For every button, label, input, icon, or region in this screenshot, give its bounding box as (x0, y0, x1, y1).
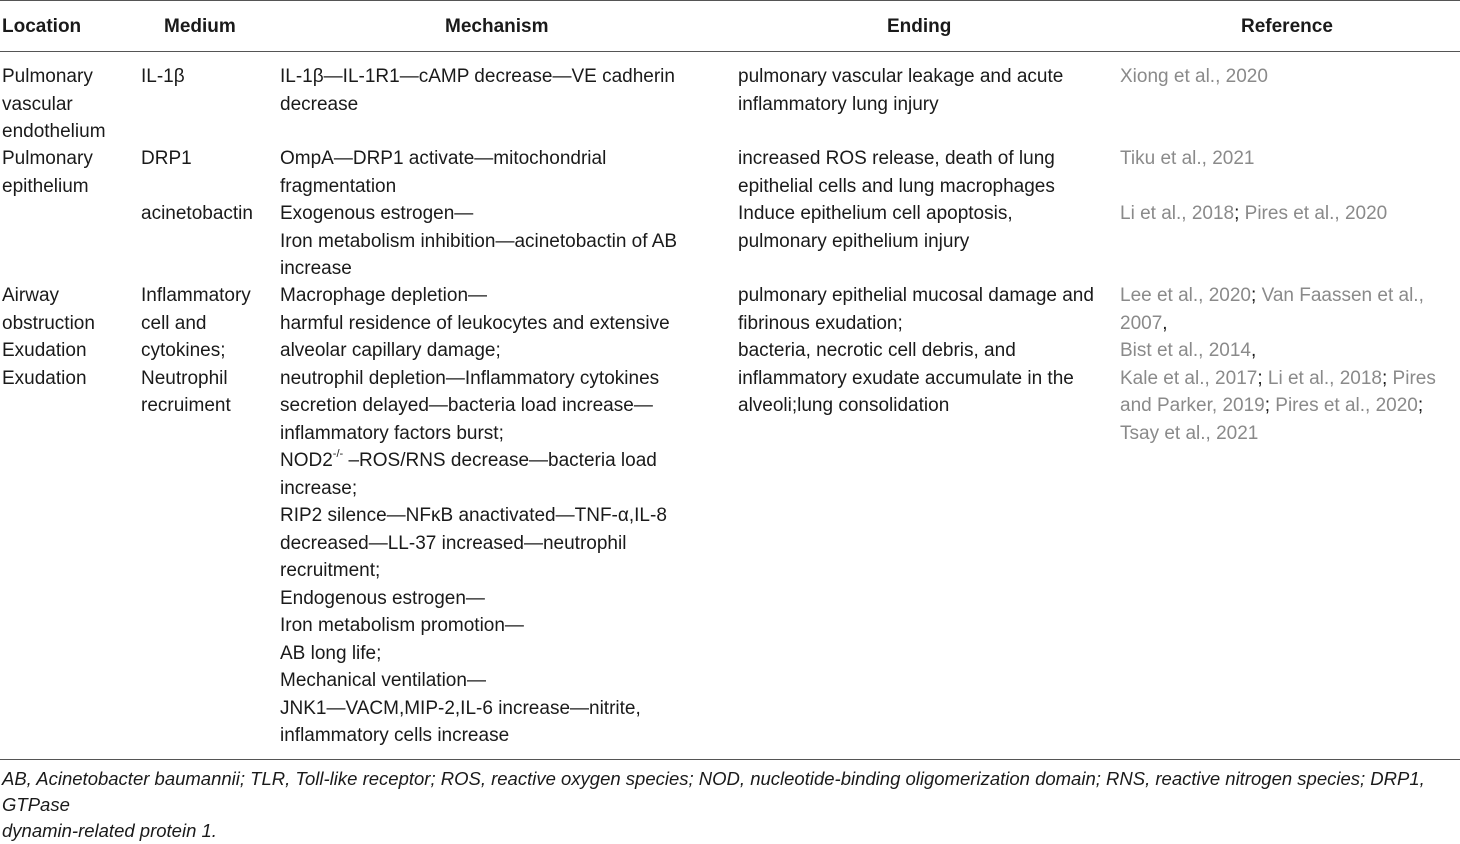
row2-medium: DRP1 (141, 148, 192, 169)
citation-link[interactable]: Li et al., 2018 (1267, 367, 1382, 389)
table-header-rule (0, 51, 1460, 52)
citation-link[interactable]: Xiong et al., 2020 (1120, 66, 1268, 87)
header-reference: Reference (1241, 16, 1333, 37)
citation-link[interactable]: and Parker, 2019 (1120, 395, 1265, 416)
row1-location: Pulmonary vascular endothelium (2, 66, 106, 142)
row3-medium: acinetobactin (141, 203, 253, 224)
table-bottom-rule (0, 759, 1460, 760)
row2-mechanism: OmpA—DRP1 activate—mitochondrial fragmentation (280, 148, 607, 197)
row4-medium: Inflammatory cell and cytokines; Neutrophil recruiment (141, 285, 251, 416)
row3-ending: Induce epithelium cell apoptosis, pulmonary epithelium injury (738, 203, 1013, 252)
citation-link[interactable]: Pires et al., 2020 (1275, 395, 1418, 416)
citation-link[interactable]: Pires et al., 2020 (1244, 203, 1388, 224)
row1-medium: IL-1β (141, 66, 185, 87)
citation-link[interactable]: Tsay et al., 2021 (1120, 422, 1259, 444)
row1-reference (1120, 63, 1268, 91)
row4-location: Airway obstruction Exudation Exudation (2, 285, 95, 389)
separator: , (1162, 312, 1168, 334)
header-location: Location (2, 16, 82, 37)
row3-mechanism: Exogenous estrogen— Iron metabolism inhibition—acinetobactin of AB increase (280, 203, 678, 279)
row1-ending: pulmonary vascular leakage and acute inflammatory lung injury (738, 66, 1064, 115)
citation-link[interactable]: Van Faassen et al., (1261, 285, 1424, 306)
header-mechanism: Mechanism (445, 16, 549, 37)
separator: ; (1251, 285, 1262, 306)
citation-link[interactable]: Li et al., 2018 (1120, 203, 1235, 224)
citation-link[interactable]: Kale et al., 2017 (1120, 367, 1258, 389)
separator: ; (1417, 395, 1424, 416)
citation-link[interactable]: 2007 (1120, 312, 1163, 334)
citation-link[interactable]: Lee et al., 2020 (1120, 285, 1251, 306)
row2-reference (1120, 145, 1254, 173)
header-medium: Medium (164, 16, 236, 37)
table-footnote: AB, Acinetobacter baumannii; TLR, Toll-like receptor; ROS, reactive oxygen species; NOD, nucleotide-binding oligomerization domain; RNS, reactive nitrogen species; DRP1, GTPase dynamin-related protein 1. (2, 768, 1425, 841)
header-ending: Ending (887, 16, 952, 37)
row4-ending: pulmonary epithelial mucosal damage and fibrinous exudation; bacteria, necrotic cell debris, and inflammatory exudate accumulate in the alveoli;lung consolidation (738, 285, 1094, 416)
separator: ; (1381, 367, 1393, 389)
citation-link[interactable]: Pires (1392, 367, 1436, 389)
row3-reference (1120, 200, 1387, 228)
row4-mechanism: Macrophage depletion— harmful residence of leukocytes and extensive alveolar capillary damage; neutrophil depletion—Inflammatory cytokines secretion delayed—bacteria load increase— inflammatory factors burst; NOD2-/- –ROS/RNS decrease—bacteria load increase; RIP2 silence—NFκB anactivated—TNF-α,IL-8 decreased—LL-37 increased—neutrophil recruitment; Endogenous estrogen— Iron metabolism promotion— AB long life; Mechanical ventilation— JNK1—VACM,MIP-2,IL-6 increase—nitrite, inflammatory cells increase (280, 285, 670, 746)
row2-ending: increased ROS release, death of lung epithelial cells and lung macrophages (738, 148, 1055, 197)
row4-reference (1120, 282, 1436, 447)
row1-mechanism: IL-1β—IL-1R1—cAMP decrease—VE cadherin decrease (280, 66, 675, 115)
separator: ; (1264, 395, 1276, 416)
separator: ; (1234, 203, 1245, 224)
row2-location: Pulmonary epithelium (2, 148, 93, 197)
citation-link[interactable]: Bist et al., 2014 (1120, 340, 1251, 361)
table-top-rule (0, 0, 1460, 1)
citation-link[interactable]: Tiku et al., 2021 (1120, 148, 1255, 169)
separator: , (1250, 340, 1257, 361)
separator: ; (1257, 367, 1268, 389)
